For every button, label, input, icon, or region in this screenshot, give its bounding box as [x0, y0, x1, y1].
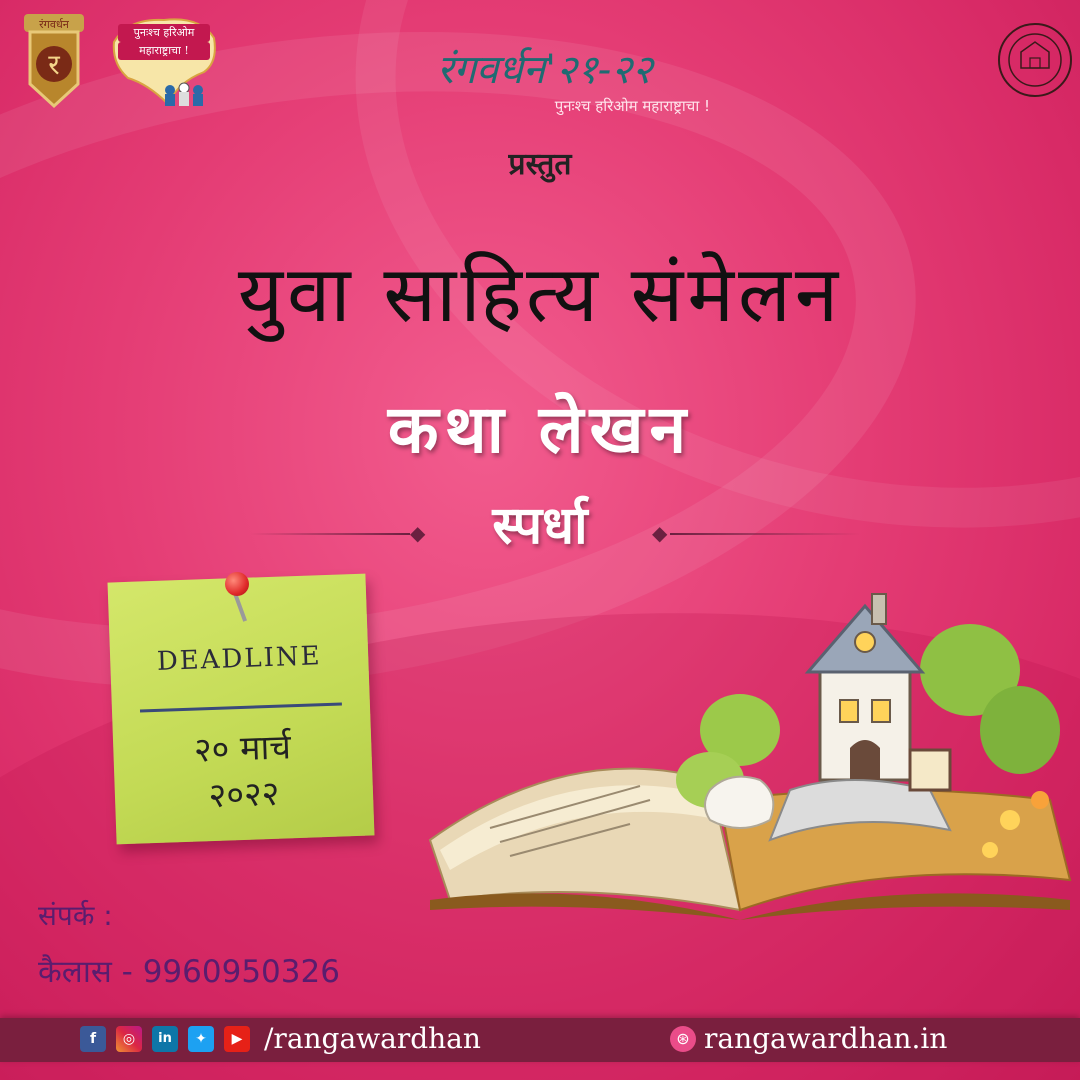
presents-label: प्रस्तुत	[508, 147, 572, 182]
brand-block	[380, 30, 710, 140]
linkedin-icon[interactable]: in	[152, 1026, 178, 1052]
puna-logo-line1: पुनःश्च हरिओम	[118, 24, 210, 42]
brand-tagline: पुनःश्च हरिओम महाराष्ट्राचा !	[554, 97, 710, 115]
dribbble-globe-icon[interactable]: ⊛	[670, 1026, 696, 1052]
shield-letter: र	[48, 48, 60, 81]
website-link[interactable]: rangawardhan.in	[704, 1022, 948, 1055]
event-title: युवा साहित्य संमेलन	[237, 250, 843, 340]
shield-banner-text: रंगवर्धन	[39, 18, 69, 31]
deadline-divider	[140, 702, 342, 712]
ornament-icon: ◆	[652, 521, 668, 545]
event-subtitle: कथा लेखन	[387, 390, 693, 468]
contact-phone[interactable]: कैलास - 9960950326	[38, 954, 340, 990]
instagram-icon[interactable]: ◎	[116, 1026, 142, 1052]
deadline-date: २० मार्च	[193, 727, 292, 771]
puna-logo-line2: महाराष्ट्राचा !	[118, 42, 210, 60]
footer-bar	[0, 1018, 1080, 1062]
youtube-icon[interactable]: ▶	[224, 1026, 250, 1052]
ornament-icon: ◆	[410, 521, 426, 545]
deadline-label: DEADLINE	[156, 641, 323, 677]
punashcha-hariom-logo	[108, 12, 220, 108]
pushpin-icon	[225, 572, 249, 596]
deadline-year: २०२२	[207, 773, 281, 817]
competition-label: स्पर्धा	[492, 495, 588, 556]
twitter-icon[interactable]: ✦	[188, 1026, 214, 1052]
facebook-icon[interactable]: f	[80, 1026, 106, 1052]
brand-title: रंगवर्धन'२१-२२	[437, 47, 653, 93]
contact-label: संपर्क :	[38, 899, 113, 932]
popup-book-illustration	[410, 580, 1080, 920]
rangawardhan-shield-logo	[24, 14, 84, 110]
institute-seal-logo	[996, 12, 1074, 108]
social-handle[interactable]: /rangawardhan	[264, 1022, 481, 1055]
